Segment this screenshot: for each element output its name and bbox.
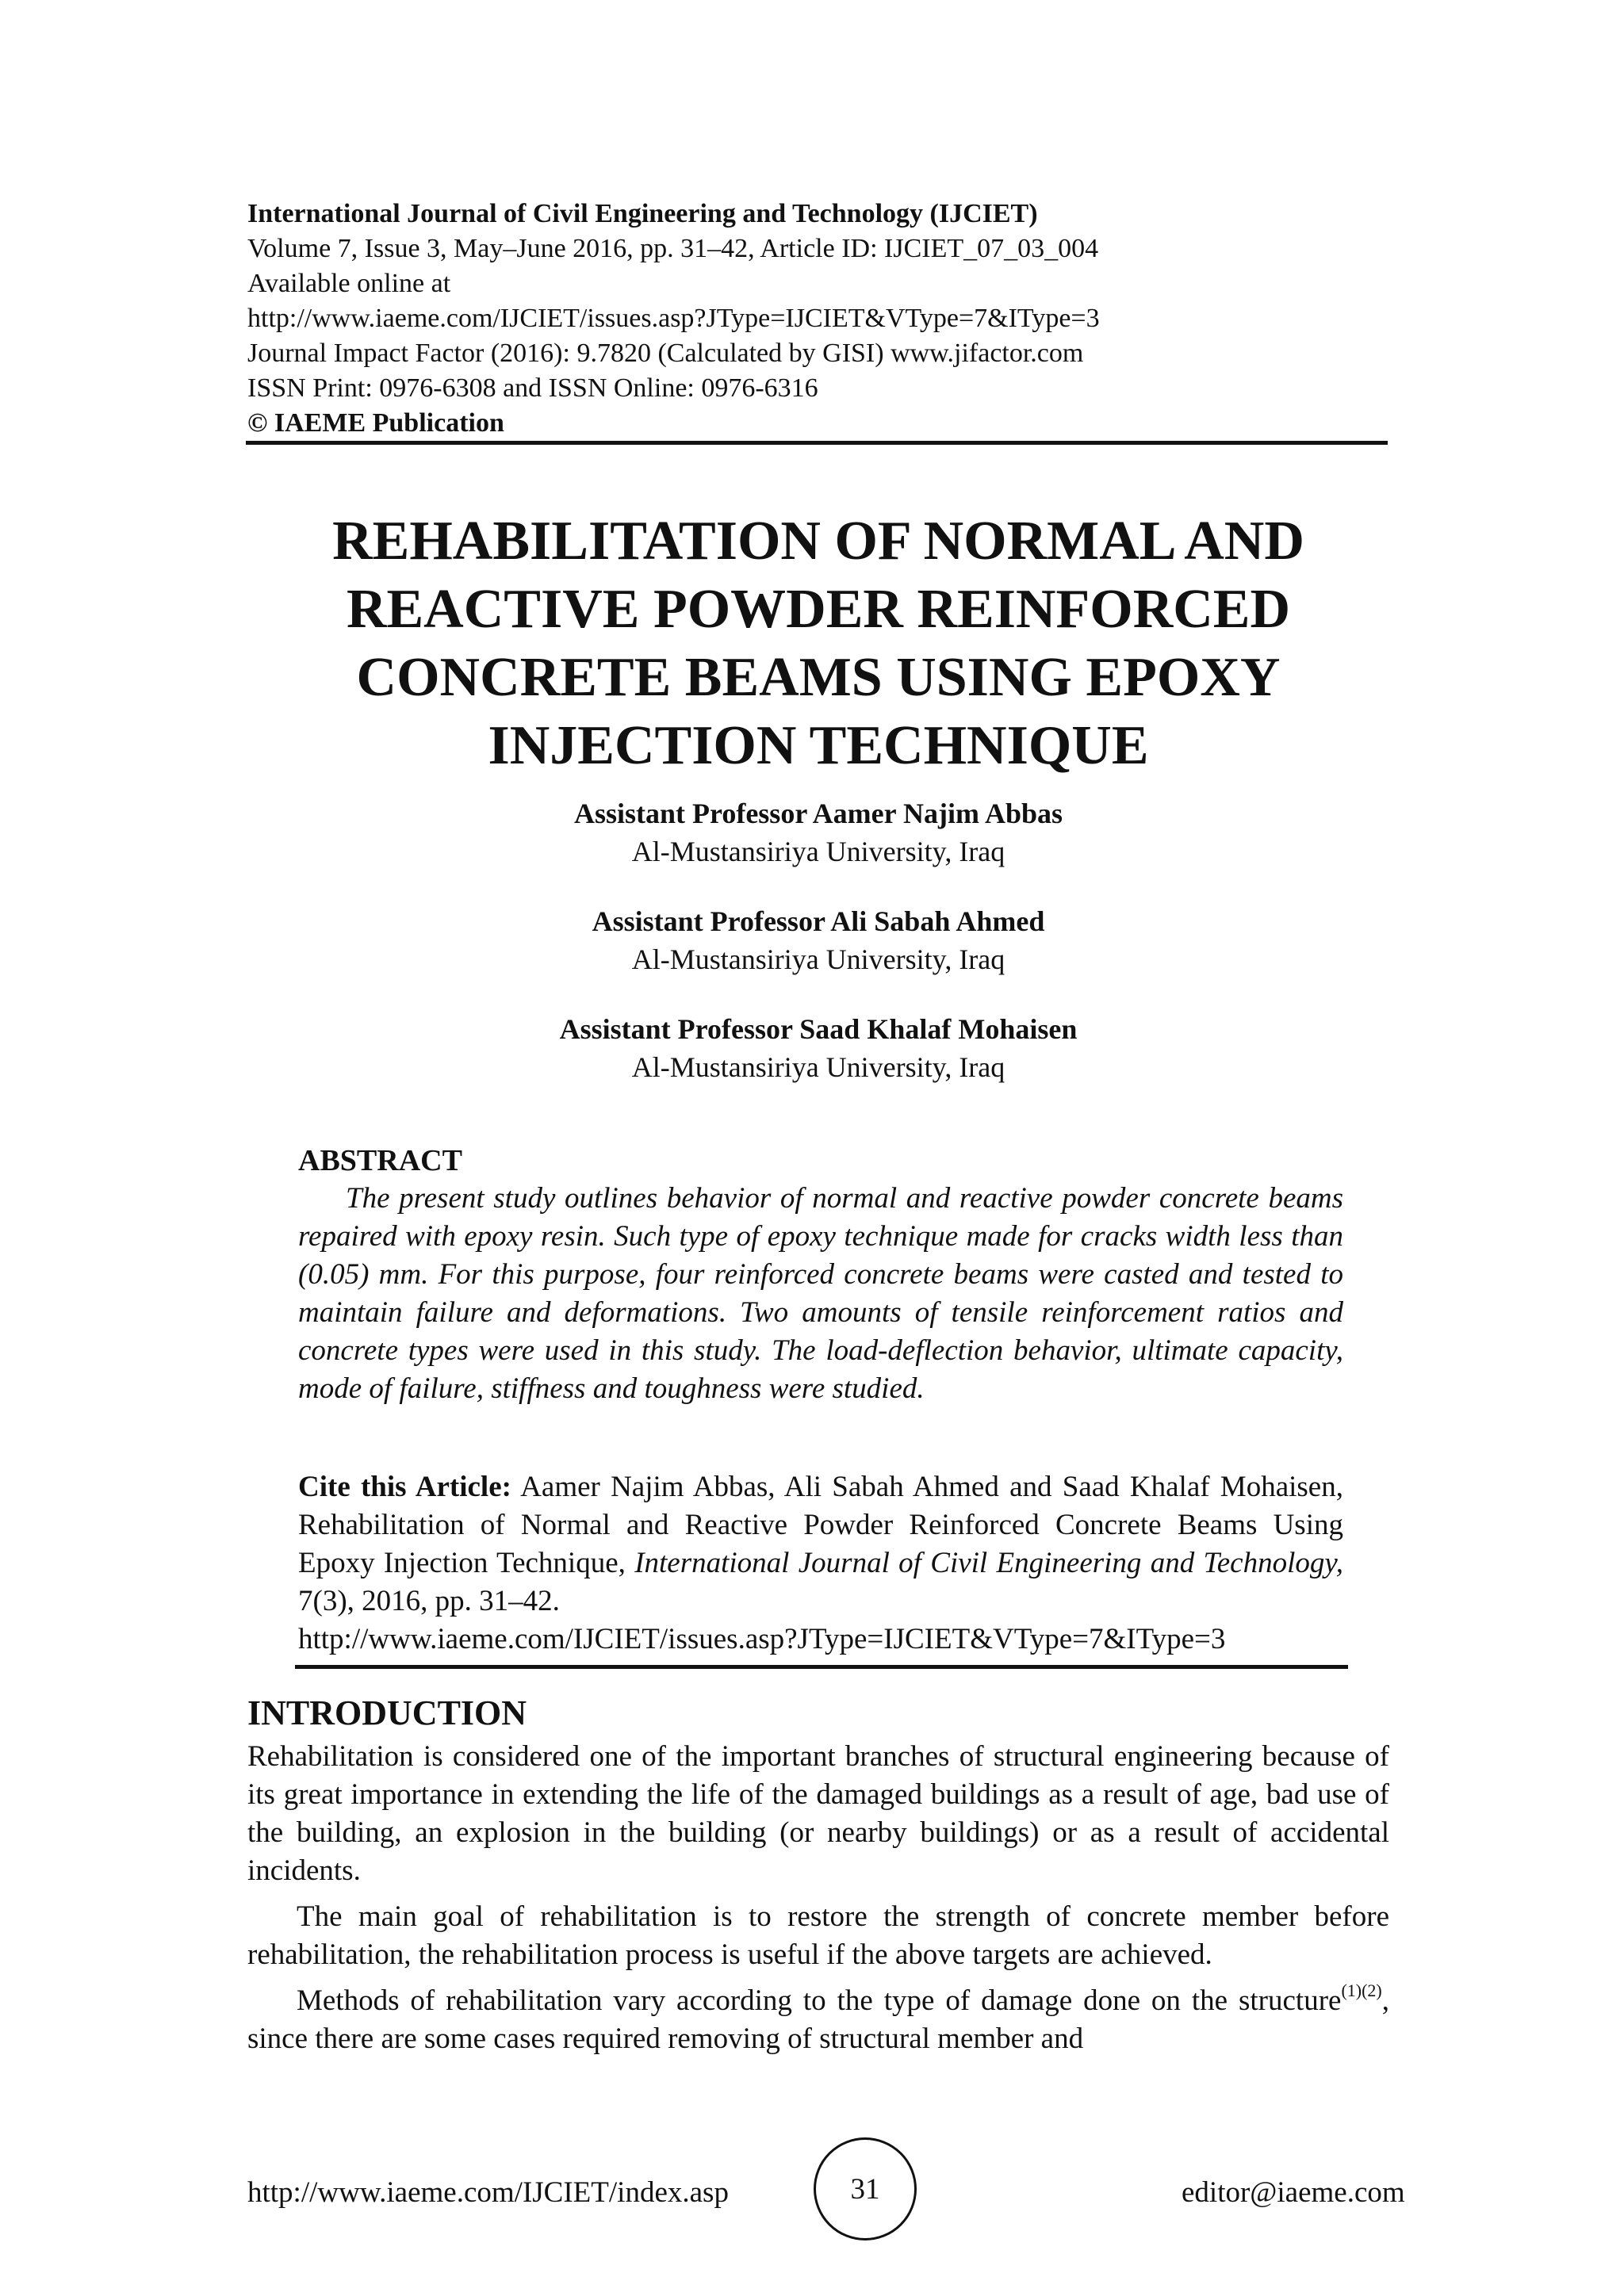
abstract-text: The present study outlines behavior of normal and reactive powder concrete beams repaired with epoxy resin. Such type of epoxy technique made for cracks width less than (0.05) mm. For this purpose, four reinforced concrete beams were casted and tested to maintain failure and deformations. Two amounts of tensile reinforcement ratios and concrete types were used in this study. The load-deflection behavior, ultimate capacity, mode of failure, stiffness and toughness were studied. [298, 1182, 1343, 1405]
publisher-line: © IAEME Publication [247, 408, 504, 438]
title-line: CONCRETE BEAMS USING EPOXY [356, 647, 1281, 708]
paper-title [247, 507, 1389, 780]
author-name: Assistant Professor Aamer Najim Abbas [573, 798, 1063, 829]
introduction-body [247, 1738, 1389, 2066]
volume-line: Volume 7, Issue 3, May–June 2016, pp. 31–42, Article ID: IJCIET_07_03_004 [247, 234, 1099, 263]
author-name: Assistant Professor Saad Khalaf Mohaisen [559, 1013, 1078, 1045]
citation-volume: 7(3), 2016, pp. 31–42. [298, 1585, 560, 1617]
reference-marker: (1)(2) [1341, 1980, 1382, 2000]
author-affiliation: Al-Mustansiriya University, Iraq [631, 1051, 1005, 1083]
introduction-heading: INTRODUCTION [247, 1693, 527, 1732]
abstract-heading: ABSTRACT [298, 1144, 462, 1177]
intro-paragraph: Rehabilitation is considered one of the important branches of structural engineering because of its great importance in extending the life of the damaged buildings as a result of age, bad use of the building, an explosion in the building (or nearby buildings) or as a result of accidental incidents. [247, 1740, 1389, 1887]
header-divider [246, 441, 1388, 445]
available-line: Available online at [247, 269, 451, 298]
author-block [247, 794, 1389, 871]
author-block [247, 1010, 1389, 1086]
abstract-divider [295, 1665, 1348, 1669]
citation-block [298, 1468, 1343, 1621]
intro-paragraph: The main goal of rehabilitation is to restore the strength of concrete member before rehabilitation, the rehabilitation process is useful if the above targets are achieved. [247, 1900, 1389, 1971]
citation-label: Cite this Article: [298, 1471, 511, 1503]
author-affiliation: Al-Mustansiriya University, Iraq [631, 943, 1005, 975]
footer-email[interactable]: editor@iaeme.com [1182, 2176, 1405, 2209]
title-line: INJECTION TECHNIQUE [488, 715, 1149, 776]
author-affiliation: Al-Mustansiriya University, Iraq [631, 836, 1005, 867]
author-block [247, 902, 1389, 978]
page-number-text: 31 [850, 2172, 880, 2206]
issn-line: ISSN Print: 0976-6308 and ISSN Online: 0976-6316 [247, 373, 818, 403]
intro-text: , since there are some cases required removing of structural member and [247, 1984, 1389, 2055]
footer-url[interactable]: http://www.iaeme.com/IJCIET/index.asp [247, 2176, 729, 2209]
title-line: REHABILITATION OF NORMAL AND [332, 511, 1304, 572]
issue-url[interactable]: http://www.iaeme.com/IJCIET/issues.asp?JType=IJCIET&VType=7&IType=3 [247, 304, 1100, 333]
page-number [814, 2137, 917, 2241]
impact-factor: Journal Impact Factor (2016): 9.7820 (Calculated by GISI) www.jifactor.com [247, 339, 1084, 368]
journal-header [247, 197, 1389, 441]
journal-name: International Journal of Civil Engineering and Technology (IJCIET) [247, 199, 1038, 228]
citation-text: Aamer Najim Abbas, Ali Sabah Ahmed and Saad Khalaf Mohaisen, Rehabilitation of Normal and Reactive Powder Reinforced Concrete Beams Using Epoxy Injection Technique, [298, 1471, 1343, 1579]
citation-journal: International Journal of Civil Engineering and Technology, [634, 1547, 1343, 1579]
author-name: Assistant Professor Ali Sabah Ahmed [592, 905, 1045, 937]
intro-text: Methods of rehabilitation vary according to the type of damage done on the structure [297, 1984, 1342, 2017]
intro-paragraph [247, 1982, 1389, 2058]
author-list [247, 794, 1389, 1118]
title-line: REACTIVE POWDER REINFORCED [346, 579, 1291, 640]
citation-url[interactable]: http://www.iaeme.com/IJCIET/issues.asp?JType=IJCIET&VType=7&IType=3 [298, 1623, 1226, 1655]
